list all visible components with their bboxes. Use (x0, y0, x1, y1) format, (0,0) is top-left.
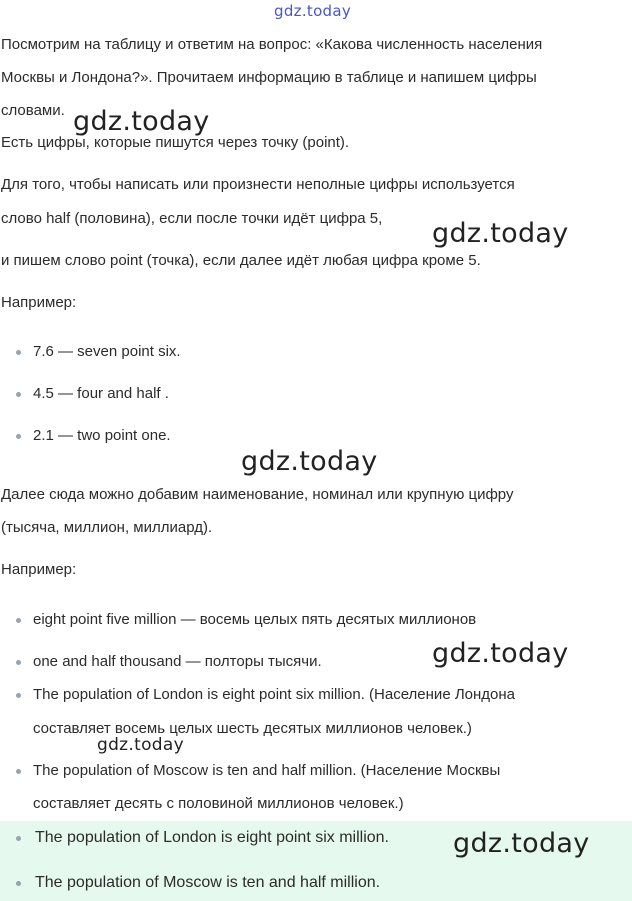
more-line: Далее сюда можно добавим наименование, номинал или крупную цифру (1, 486, 514, 503)
watermark-top: gdz.today (274, 2, 352, 20)
more-line: (тысяча, миллион, миллиард). (1, 519, 213, 536)
list-item-text: The population of Moscow is ten and half million. (Население Москвы (33, 762, 501, 779)
list-item-text: The population of London is eight point six million. (Население Лондона (33, 686, 516, 703)
watermark: gdz.today (73, 106, 210, 137)
bullet-icon (16, 769, 21, 774)
intro-line: Москвы и Лондона?». Прочитаем информацию в таблице и напишем цифры (1, 69, 537, 86)
example-label: Например: (1, 294, 77, 311)
answer-text: The population of Moscow is ten and half million. (35, 874, 381, 891)
watermark: gdz.today (453, 828, 590, 859)
bullet-icon (16, 618, 21, 623)
bullet-icon (16, 350, 21, 355)
watermark: gdz.today (432, 638, 569, 669)
bullet-icon (16, 392, 21, 397)
list-item-text: one and half thousand — полторы тысячи. (33, 653, 322, 670)
list-item-text: 2.1 — two point one. (33, 427, 171, 444)
watermark: gdz.today (241, 446, 378, 477)
intro-line: Посмотрим на таблицу и ответим на вопрос: «Какова численность населения (1, 36, 543, 53)
bullet-icon (16, 660, 21, 665)
watermark: gdz.today (432, 218, 569, 249)
bullet-icon (16, 836, 21, 841)
intro-line: словами. (1, 102, 65, 119)
watermark: gdz.today (97, 735, 184, 755)
list-item-text: eight point five million — восемь целых пять десятых миллионов (33, 611, 477, 628)
list-item-text: составляет восемь целых шесть десятых миллионов человек.) (33, 720, 472, 737)
list-item-text: составляет десять с половиной миллионов человек.) (33, 795, 404, 812)
bullet-icon (16, 881, 21, 886)
point-note: Есть цифры, которые пишутся через точку (point). (1, 134, 350, 151)
list-item-text: 7.6 — seven point six. (33, 343, 181, 360)
rule-line: Для того, чтобы написать или произнести неполные цифры используется (1, 176, 515, 193)
list-item-text: 4.5 — four and half . (33, 385, 169, 402)
rule-line: слово half (половина), если после точки идёт цифра 5, (1, 210, 383, 227)
example-label: Например: (1, 561, 77, 578)
answer-text: The population of London is eight point six million. (35, 829, 389, 846)
bullet-icon (16, 693, 21, 698)
rule-line: и пишем слово point (точка), если далее идёт любая цифра кроме 5. (1, 252, 481, 269)
bullet-icon (16, 434, 21, 439)
